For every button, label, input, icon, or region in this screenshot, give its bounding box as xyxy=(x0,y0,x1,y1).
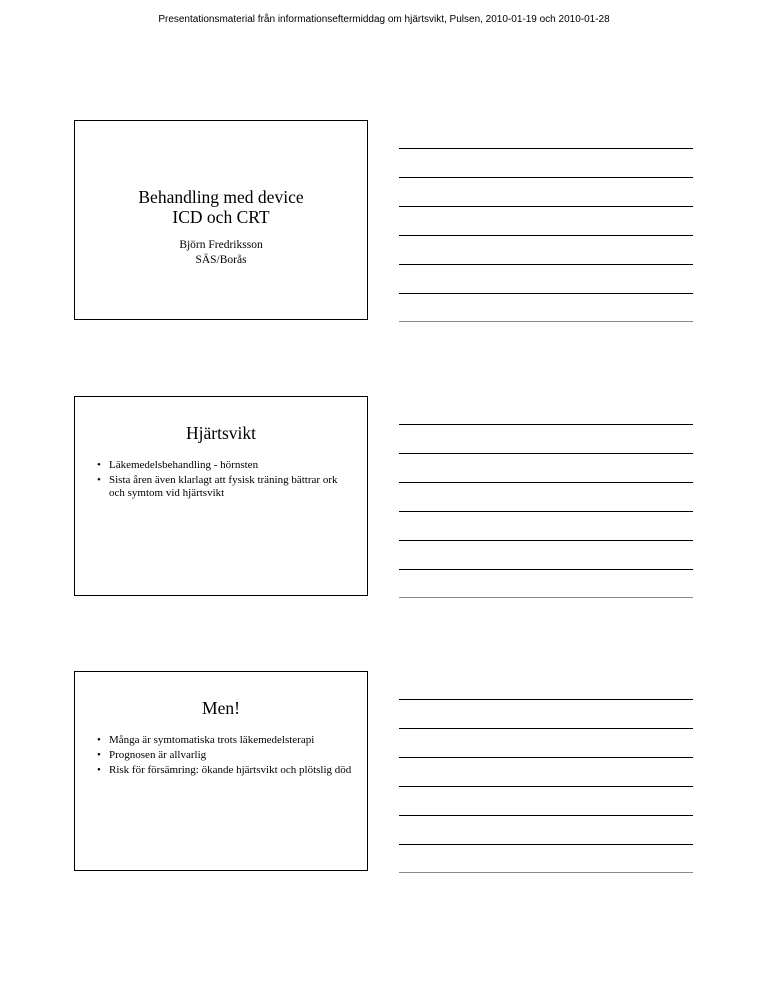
note-line xyxy=(399,482,693,483)
bullet-icon: • xyxy=(97,764,101,776)
slide-2-thumbnail xyxy=(74,396,368,596)
slide-3-thumbnail xyxy=(74,671,368,871)
note-line xyxy=(399,148,693,149)
bullet-item xyxy=(97,474,353,500)
note-line xyxy=(399,699,693,700)
note-line xyxy=(399,844,693,845)
presenter-name: Björn Fredriksson xyxy=(179,239,263,251)
note-line xyxy=(399,511,693,512)
note-line xyxy=(399,293,693,294)
presenter-affiliation: SÄS/Borås xyxy=(195,254,247,266)
bullet-text: Prognosen är allvarlig xyxy=(109,749,207,761)
note-line xyxy=(399,786,693,787)
note-line xyxy=(399,235,693,236)
slide-subtitle xyxy=(75,238,367,268)
note-line xyxy=(399,597,693,598)
page-header: Presentationsmaterial från informationseftermiddag om hjärtsvikt, Pulsen, 2010-01-19 och 2010-01-28 xyxy=(158,14,610,25)
bullet-icon: • xyxy=(97,474,101,486)
note-line xyxy=(399,177,693,178)
bullet-item xyxy=(97,459,353,472)
note-line xyxy=(399,424,693,425)
bullet-item xyxy=(97,749,353,762)
slide-title: Hjärtsvikt xyxy=(186,423,256,443)
note-line xyxy=(399,569,693,570)
slide-1-thumbnail xyxy=(74,120,368,320)
bullet-item xyxy=(97,734,353,747)
bullet-text: Risk för försämring: ökande hjärtsvikt och plötslig död xyxy=(109,764,352,776)
note-line xyxy=(399,728,693,729)
bullet-icon: • xyxy=(97,734,101,746)
note-line xyxy=(399,264,693,265)
bullet-list xyxy=(97,734,353,779)
note-line xyxy=(399,453,693,454)
bullet-icon: • xyxy=(97,749,101,761)
slide-title-line-2: ICD och CRT xyxy=(172,207,270,227)
slide-title: Men! xyxy=(202,698,240,718)
bullet-text: Läkemedelsbehandling - hörnsten xyxy=(109,459,259,471)
note-line xyxy=(399,872,693,873)
slide-title xyxy=(75,187,367,227)
bullet-list xyxy=(97,459,353,502)
note-line xyxy=(399,757,693,758)
bullet-text: Många är symtomatiska trots läkemedelsterapi xyxy=(109,734,315,746)
note-line xyxy=(399,540,693,541)
note-line xyxy=(399,206,693,207)
note-line xyxy=(399,321,693,322)
bullet-item xyxy=(97,764,353,777)
slide-title-line-1: Behandling med device xyxy=(138,187,304,207)
bullet-icon: • xyxy=(97,459,101,471)
bullet-text: Sista åren även klarlagt att fysisk träning bättrar ork och symtom vid hjärtsvikt xyxy=(109,474,338,499)
note-line xyxy=(399,815,693,816)
